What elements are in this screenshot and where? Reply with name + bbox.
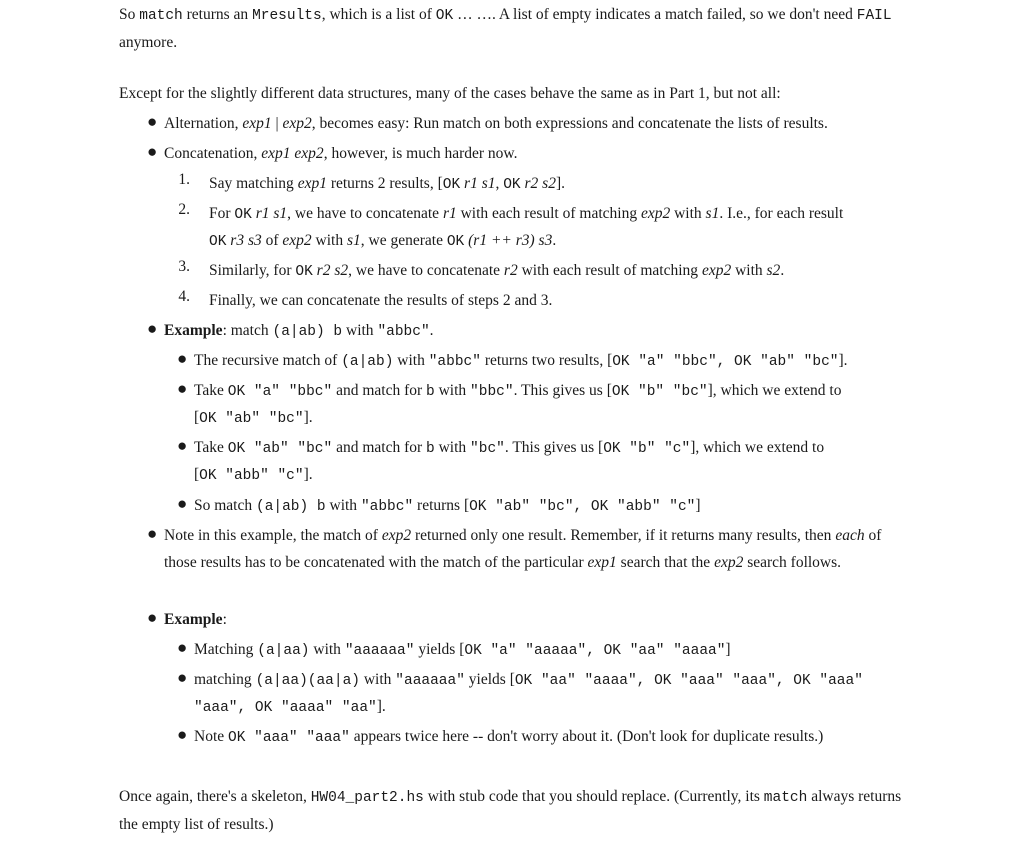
cases-paragraph: Except for the slightly different data structures, many of the cases behave the same as in Part 1, but not all:	[119, 85, 781, 102]
example-1-item-1: The recursive match of (a|ab) with "abbc" returns two results, [OK "a" "bbc", OK "ab" "bc"].	[194, 352, 848, 370]
list-item-alternation: Alternation, exp1 | exp2, becomes easy: Run match on both expressions and concatenate the lists of results.	[164, 115, 828, 132]
bullet-icon: ●	[147, 142, 158, 161]
bullet-icon: ●	[177, 349, 188, 368]
step-number: 2.	[178, 201, 190, 218]
bullet-icon: ●	[177, 379, 188, 398]
example-2-item-2-line-2: "aaa", OK "aaaa" "aa"].	[194, 698, 386, 716]
step-number: 3.	[178, 258, 190, 275]
skeleton-paragraph: Once again, there's a skeleton, HW04_part2.hs with stub code that you should replace. (Currently, its match always returns the empty list of results.)	[119, 788, 902, 833]
example-2-heading: Example:	[164, 611, 227, 628]
bullet-icon: ●	[177, 668, 188, 687]
bullet-icon: ●	[177, 725, 188, 744]
example-1-item-3-line-1: Take OK "ab" "bc" and match for b with "bc". This gives us [OK "b" "c"], which we extend to	[194, 439, 825, 457]
example-2-item-3: Note OK "aaa" "aaa" appears twice here -- don't worry about it. (Don't look for duplicate results.)	[194, 728, 824, 746]
bullet-icon: ●	[177, 494, 188, 513]
step-4: Finally, we can concatenate the results of steps 2 and 3.	[209, 292, 553, 309]
bullet-icon: ●	[177, 436, 188, 455]
bullet-icon: ●	[177, 638, 188, 657]
bullet-icon: ●	[147, 319, 158, 338]
example-1-item-3-line-2: [OK "abb" "c"].	[194, 466, 313, 484]
bullet-icon: ●	[147, 608, 158, 627]
step-number: 1.	[178, 171, 190, 188]
bullet-icon: ●	[147, 112, 158, 131]
step-2-line-1: For OK r1 s1, we have to concatenate r1 with each result of matching exp2 with s1. I.e., for each result	[209, 205, 844, 223]
example-1-heading: Example: match (a|ab) b with "abbc".	[164, 322, 434, 340]
example-2-item-1: Matching (a|aa) with "aaaaaa" yields [OK "a" "aaaaa", OK "aa" "aaaa"]	[194, 641, 731, 659]
step-3: Similarly, for OK r2 s2, we have to concatenate r2 with each result of matching exp2 with s2.	[209, 262, 785, 280]
example-1-item-4: So match (a|ab) b with "abbc" returns [OK "ab" "bc", OK "abb" "c"]	[194, 497, 701, 515]
example-1-item-2-line-2: [OK "ab" "bc"].	[194, 409, 313, 427]
list-item-concatenation: Concatenation, exp1 exp2, however, is much harder now.	[164, 145, 518, 162]
list-item-note: Note in this example, the match of exp2 returned only one result. Remember, if it returns many results, then each of those results has to be concatenated with the match of the particular exp1 search that the exp2 search follows.	[164, 527, 882, 571]
step-number: 4.	[178, 288, 190, 305]
example-2-item-2-line-1: matching (a|aa)(aa|a) with "aaaaaa" yields [OK "aa" "aaaa", OK "aaa" "aaa", OK "aaa"	[194, 671, 863, 689]
step-1: Say matching exp1 returns 2 results, [OK r1 s1, OK r2 s2].	[209, 175, 566, 193]
example-1-item-2-line-1: Take OK "a" "bbc" and match for b with "bbc". This gives us [OK "b" "bc"], which we extend to	[194, 382, 842, 400]
intro-paragraph: So match returns an Mresults, which is a list of OK … …. A list of empty indicates a match failed, so we don't need FAIL anymore.	[119, 6, 892, 51]
step-2-line-2: OK r3 s3 of exp2 with s1, we generate OK (r1 ++ r3) s3.	[209, 232, 557, 250]
bullet-icon: ●	[147, 524, 158, 543]
